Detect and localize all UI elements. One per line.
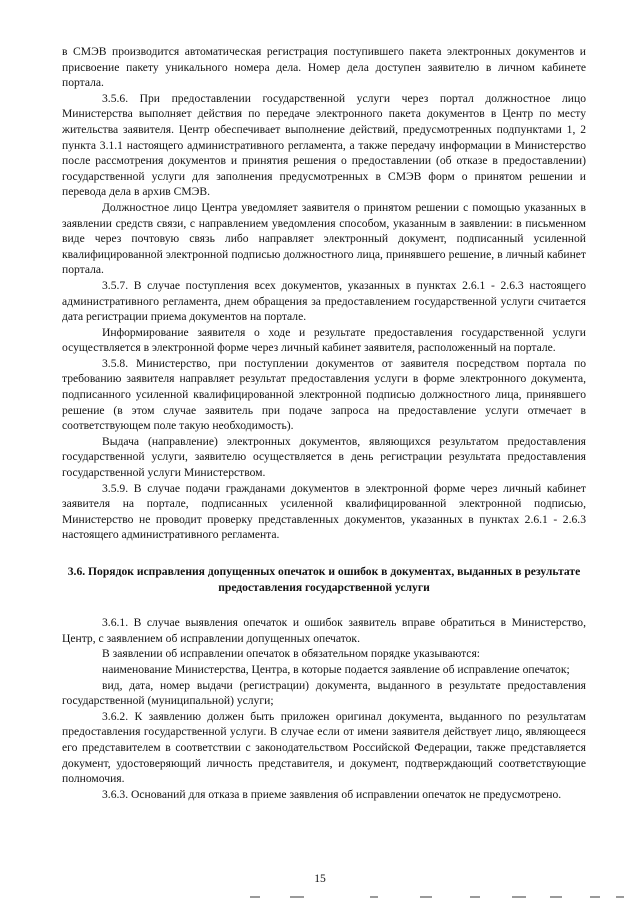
paragraph-3-5-9: 3.5.9. В случае подачи гражданами документов в электронной форме через личный кабинет заявителя на портале, подписанных усиленной квалифицированной электронной подписью, Министерство не проводит проверку представленных документов, указанных в пунктах 2.6.1 - 2.6.3 настоящего административного регламента. <box>62 481 586 542</box>
paragraph-ministry-name: наименование Министерства, Центра, в которые подается заявление об исправление опечаток; <box>102 662 570 676</box>
paragraph-3-5-8: 3.5.8. Министерство, при поступлении документов от заявителя посредством портала по требованию заявителя направляет результат предоставления услуги в форме электронного документа, подписанного усиленной квалифицированной электронной подписью должностного лица, принявшего решение (в этом случае заявитель при подаче запроса на предоставление услуги отмечает в соответствующем поле такую необходимость). <box>62 356 586 433</box>
paragraph-3-6-2: 3.6.2. К заявлению должен быть приложен оригинал документа, выданного по результатам предоставления государственной услуги. В случае если от имени заявителя действует лицо, являющееся его представителем в соответствии с законодательством Российской Федерации, также представляется документ, удостоверяющий личность представителя, и документ, подтверждающий соответствующие полномочия. <box>62 709 586 786</box>
paragraph-application-contents: В заявлении об исправлении опечаток в обязательном порядке указываются: <box>102 647 480 661</box>
scan-artifact-marks <box>250 896 630 900</box>
paragraph-3-5-7: 3.5.7. В случае поступления всех документов, указанных в пунктах 2.6.1 - 2.6.3 настоящего административного регламента, днем обращения за предоставлением государственной услуги считается дата регистрации приема документов на портале. <box>62 278 586 324</box>
paragraph-document-details: вид, дата, номер выдачи (регистрации) документа, выданного в результате предоставления государственной (муниципальной) услуги; <box>62 678 586 708</box>
paragraph-smev-registration: в СМЭВ производится автоматическая регистрация поступившего пакета электронных документов и присвоение пакету уникального номера дела. Номер дела доступен заявителю в личном кабинете портала. <box>62 45 586 90</box>
paragraph-3-6-3: 3.6.3. Оснований для отказа в приеме заявления об исправлении опечаток не предусмотрено. <box>102 787 562 801</box>
paragraph-informing: Информирование заявителя о ходе и результате предоставления государственной услуги осуществляется в электронной форме через личный кабинет заявителя, расположенный на портале. <box>62 325 586 355</box>
paragraph-3-5-6: 3.5.6. При предоставлении государственной услуги через портал должностное лицо Министерства выполняет действия по передаче электронного пакета документов в Центр по месту жительства заявителя. Центр обеспечивает выполнение действий, предусмотренных подпунктами 1, 2 пункта 3.1.1 настоящего административного регламента, а также передачу информации в Министерство после рассмотрения документов и принятия решения о предоставлении (об отказе в предоставлении) государственной услуги для заполнения предусмотренных в СМЭВ форм о принятом решении и перевода дела в архив СМЭВ. <box>62 91 586 199</box>
paragraph-3-6-1: 3.6.1. В случае выявления опечаток и ошибок заявитель вправе обратиться в Министерство, Центр, с заявлением об исправлении допущенных опечаток. <box>62 616 586 645</box>
document-page <box>62 44 586 802</box>
paragraph-issuance: Выдача (направление) электронных документов, являющихся результатом предоставления государственной услуги, заявителю осуществляется в день регистрации результата предоставления государственной услуги Министерством. <box>62 434 586 480</box>
section-heading-3-6: 3.6. Порядок исправления допущенных опечаток и ошибок в документах, выданных в результате предоставления государственной услуги <box>67 565 581 594</box>
paragraph-center-notification: Должностное лицо Центра уведомляет заявителя о принятом решении с помощью указанных в заявлении средств связи, с направлением уведомления способом, указанным в заявлении: в письменном виде через почтовую связь либо направляет электронный документ, подписанный усиленной квалифицированной электронной подписью должностного лица, принявшего решение, в личный кабинет портала. <box>62 200 586 277</box>
page-number: 15 <box>314 872 326 885</box>
